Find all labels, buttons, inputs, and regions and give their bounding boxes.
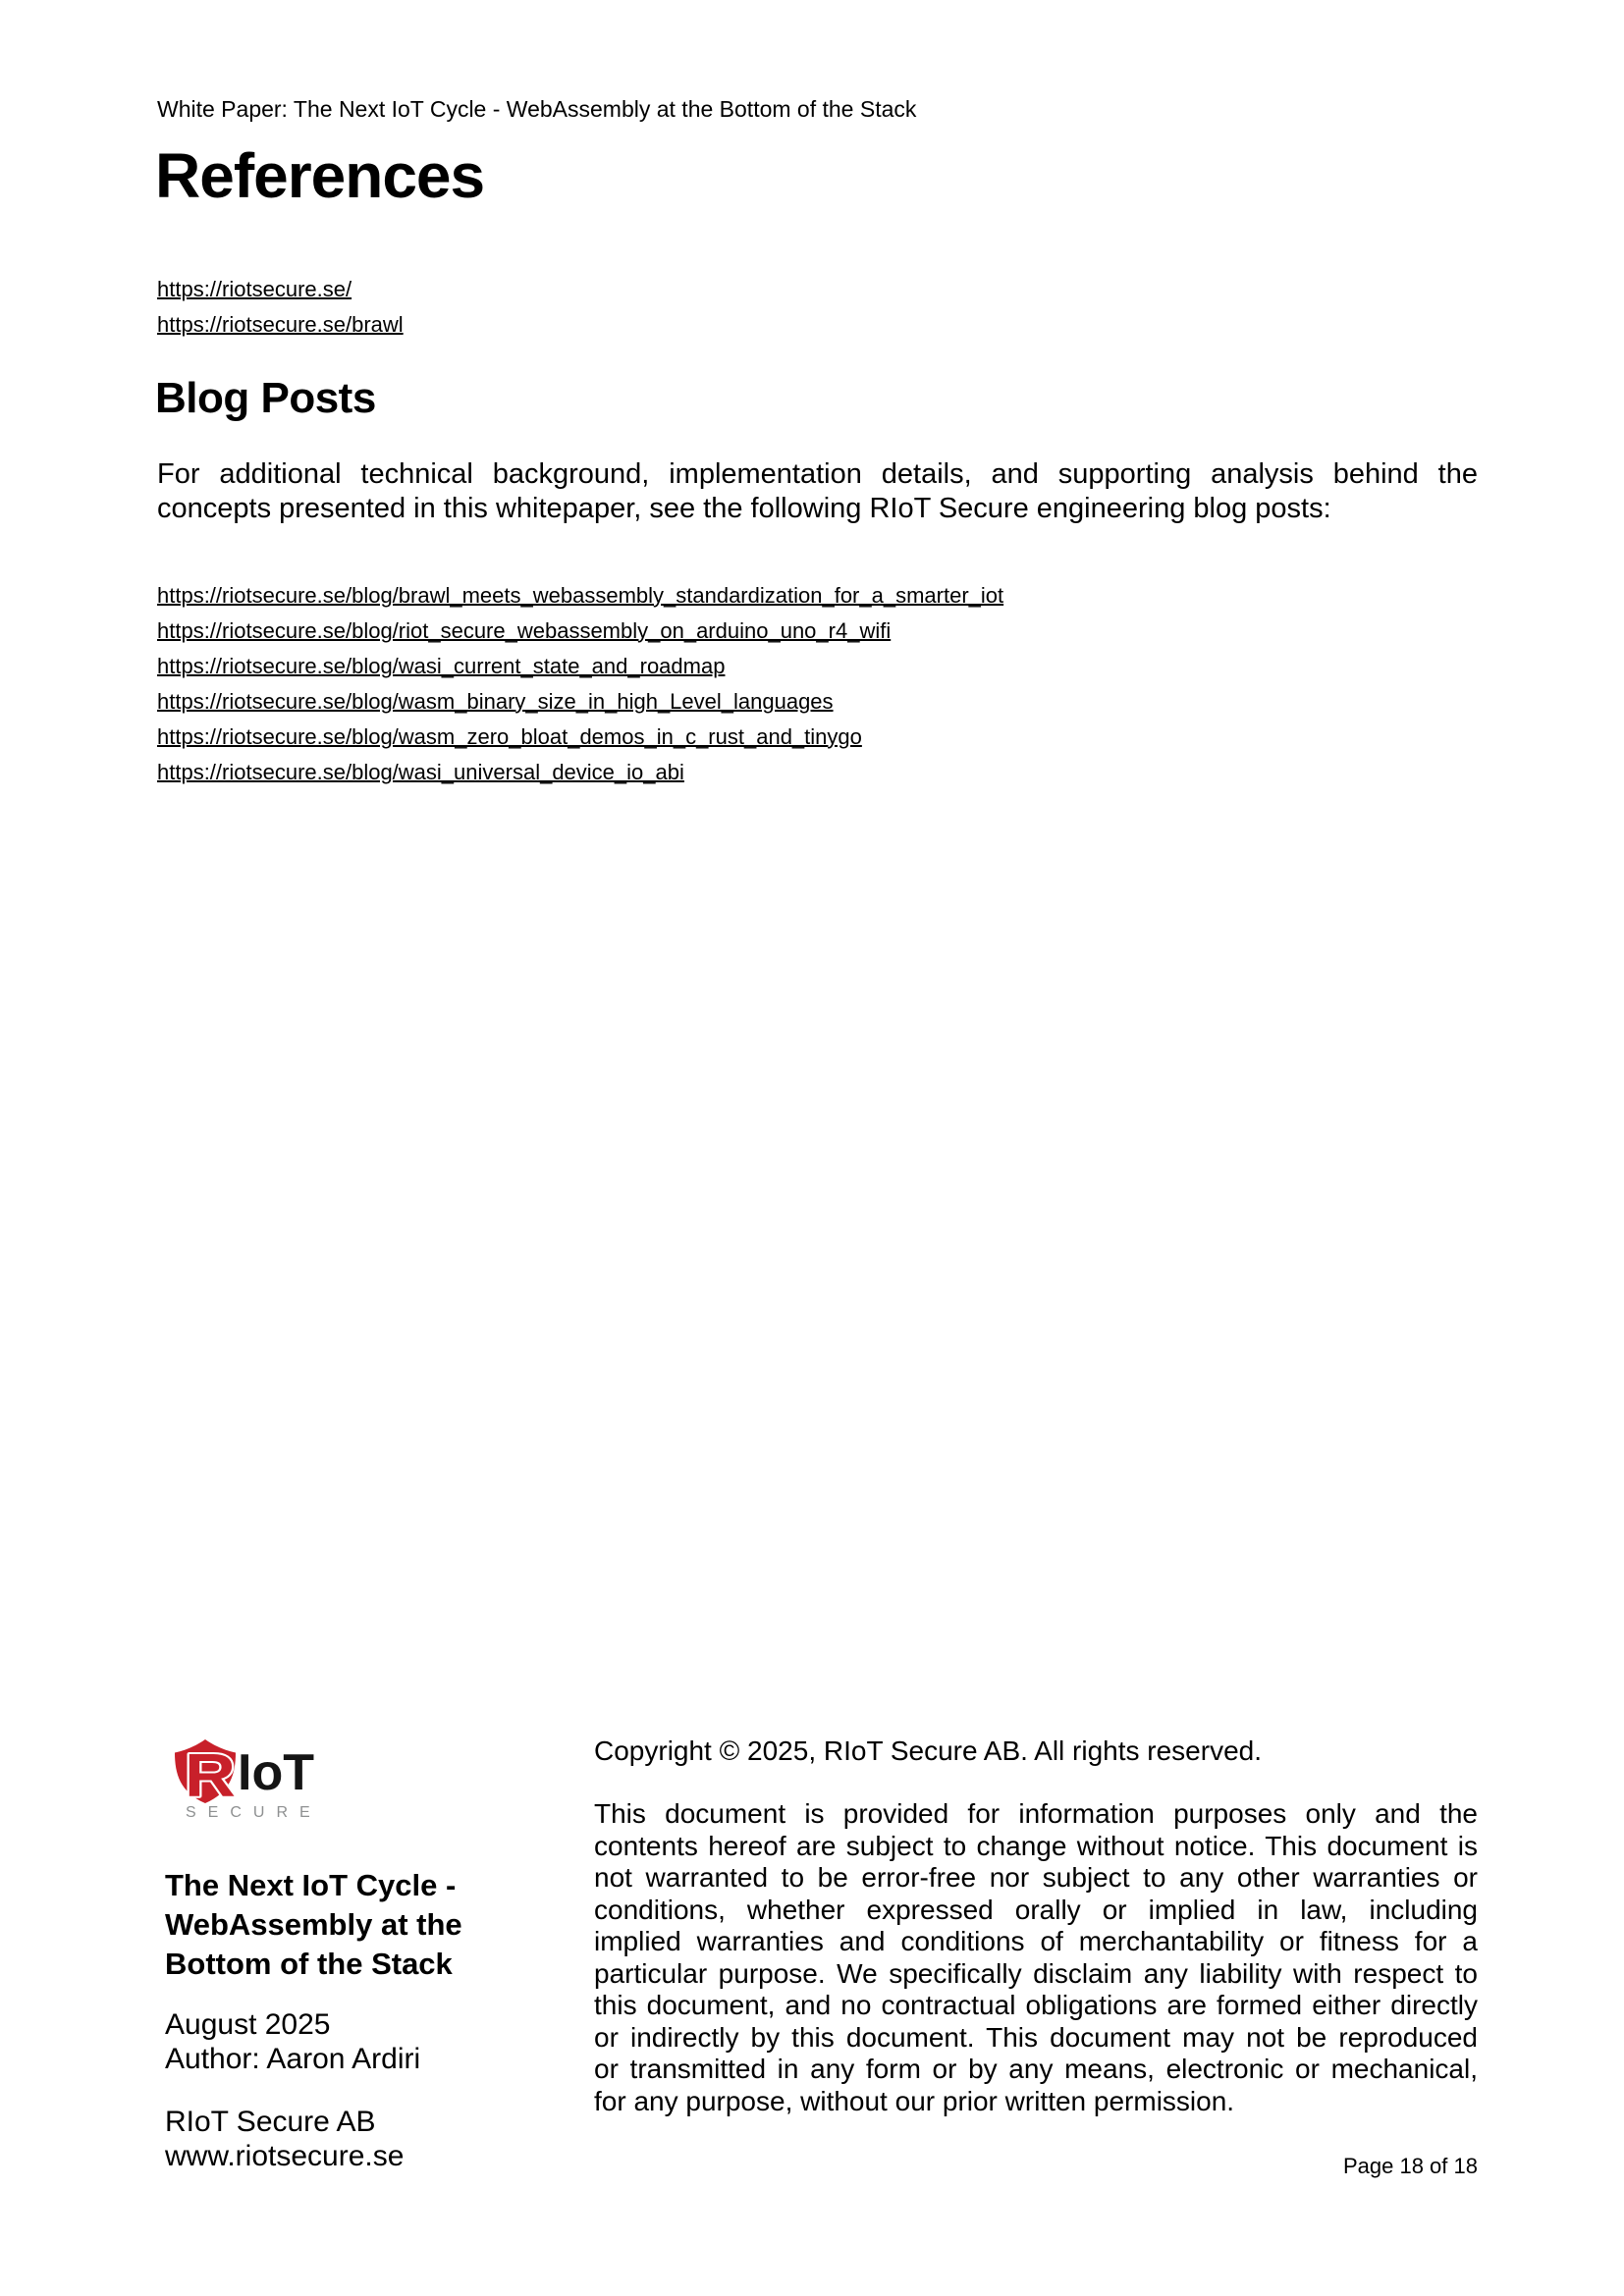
link-row xyxy=(157,720,1003,755)
logo-letter-r: R xyxy=(185,1742,236,1810)
reference-links xyxy=(157,272,404,343)
disclaimer-line: contents hereof are subject to change without notice. This document is xyxy=(594,1830,1478,1861)
riot-secure-logo xyxy=(172,1736,329,1825)
blog-post-links xyxy=(157,578,1003,790)
link-row xyxy=(157,272,404,307)
disclaimer-line: conditions, whether expressed orally or implied in law, including xyxy=(594,1894,1478,1925)
intro-line: concepts presented in this whitepaper, see the following RIoT Secure engineering blog posts: xyxy=(157,493,1331,524)
logo-word-secure: SECURE xyxy=(186,1804,322,1821)
link-blog-wasi-roadmap[interactable]: https://riotsecure.se/blog/wasi_current_state_and_roadmap xyxy=(157,654,726,678)
footer-doc-title: The Next IoT Cycle - WebAssembly at the Bottom of the Stack xyxy=(165,1868,462,1981)
running-header: White Paper: The Next IoT Cycle - WebAssembly at the Bottom of the Stack xyxy=(157,96,917,122)
disclaimer-line: implied warranties and conditions of merchantability or fitness for a xyxy=(594,1926,1478,1956)
link-blog-wasm-binary-size[interactable]: https://riotsecure.se/blog/wasm_binary_size_in_high_Level_languages xyxy=(157,689,834,714)
blog-posts-intro xyxy=(157,457,1478,526)
disclaimer-line: for any purpose, without our prior written permission. xyxy=(594,2085,1235,2116)
blog-posts-heading: Blog Posts xyxy=(155,374,376,422)
footer-meta-date-author xyxy=(165,2007,420,2076)
footer-website: www.riotsecure.se xyxy=(165,2140,405,2172)
link-blog-webassembly-arduino[interactable]: https://riotsecure.se/blog/riot_secure_webassembly_on_arduino_uno_r4_wifi xyxy=(157,618,892,643)
link-blog-wasi-device-io[interactable]: https://riotsecure.se/blog/wasi_universal_device_io_abi xyxy=(157,760,684,784)
link-row xyxy=(157,755,1003,790)
disclaimer-line: not warranted to be error-free nor subject to any other warranties or xyxy=(594,1862,1478,1893)
page-number: Page 18 of 18 xyxy=(1342,2154,1478,2178)
footer-date: August 2025 xyxy=(165,2008,331,2041)
disclaimer-line: or indirectly by this document. This document may not be reproduced xyxy=(594,2021,1478,2053)
link-riotsecure-home[interactable]: https://riotsecure.se/ xyxy=(157,277,352,301)
link-row xyxy=(157,684,1003,720)
disclaimer-line: or transmitted in any form or by any means, electronic or mechanical, xyxy=(594,2054,1478,2084)
intro-line: For additional technical background, implementation details, and supporting analysis behind the xyxy=(157,458,1478,490)
footer-company: RIoT Secure AB xyxy=(165,2106,376,2138)
link-row xyxy=(157,649,1003,684)
disclaimer-line: this document, and no contractual obligations are formed either directly xyxy=(594,1990,1478,2020)
logo-word-iot: IoT xyxy=(238,1744,314,1801)
footer-copyright: Copyright © 2025, RIoT Secure AB. All rights reserved. xyxy=(594,1735,1262,1766)
link-row xyxy=(157,307,404,343)
link-blog-wasm-zero-bloat[interactable]: https://riotsecure.se/blog/wasm_zero_bloat_demos_in_c_rust_and_tinygo xyxy=(157,724,862,749)
link-riotsecure-brawl[interactable]: https://riotsecure.se/brawl xyxy=(157,312,404,337)
link-row xyxy=(157,578,1003,614)
link-row xyxy=(157,614,1003,649)
footer-author: Author: Aaron Ardiri xyxy=(165,2043,421,2075)
disclaimer-line: This document is provided for information purposes only and the xyxy=(594,1798,1478,1829)
link-blog-brawl-meets-webassembly[interactable]: https://riotsecure.se/blog/brawl_meets_webassembly_standardization_for_a_smarter_iot xyxy=(157,583,1004,608)
footer-meta-company xyxy=(165,2105,404,2173)
references-heading: References xyxy=(155,140,485,211)
footer-disclaimer xyxy=(594,1798,1478,2117)
disclaimer-line: particular purpose. We specifically disclaim any liability with respect to xyxy=(594,1957,1478,1989)
